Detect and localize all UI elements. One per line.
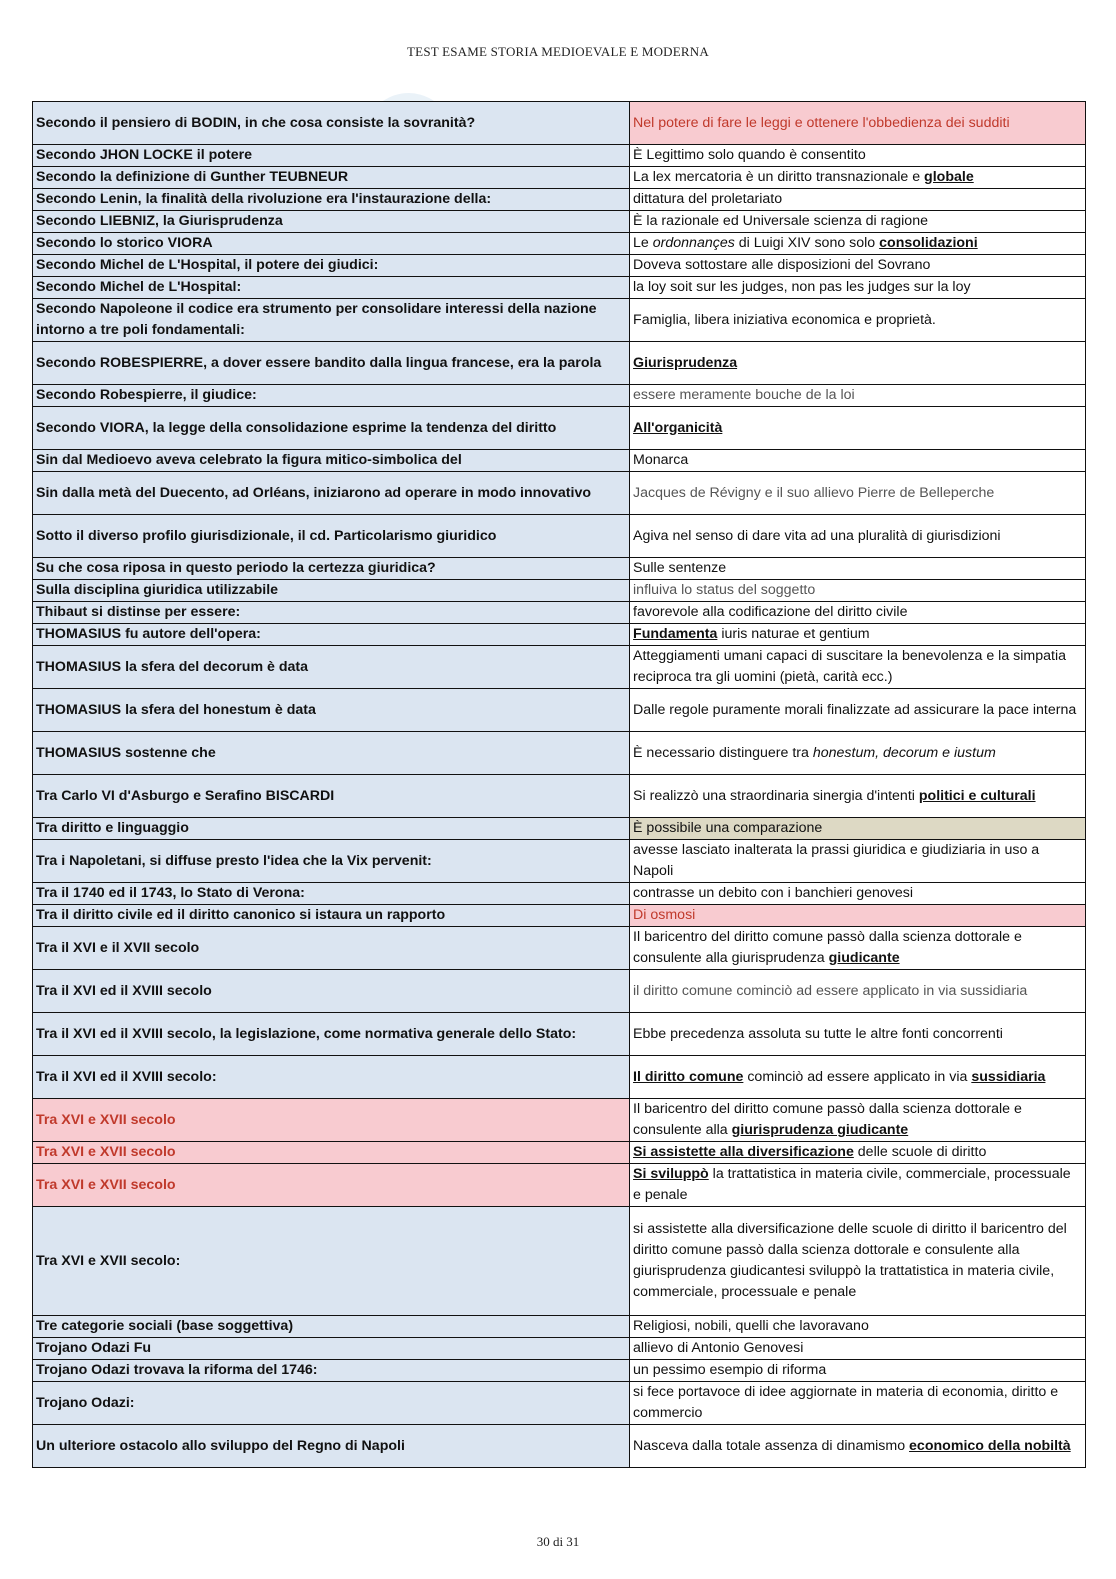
table-row <box>33 558 1086 580</box>
answer-cell: Il diritto comune cominciò ad essere applicato in via sussidiaria <box>630 1056 1086 1099</box>
answer-cell: si fece portavoce di idee aggiornate in materia di economia, diritto e commercio <box>630 1382 1086 1425</box>
table-row <box>33 515 1086 558</box>
table-row <box>33 299 1086 342</box>
question-cell: Su che cosa riposa in questo periodo la certezza giuridica? <box>33 558 630 580</box>
answer-cell: Doveva sottostare alle disposizioni del Sovrano <box>630 255 1086 277</box>
question-cell: Secondo ROBESPIERRE, a dover essere bandito dalla lingua francese, era la parola <box>33 342 630 385</box>
question-cell: Trojano Odazi Fu <box>33 1338 630 1360</box>
table-row <box>33 602 1086 624</box>
question-cell: THOMASIUS la sfera del honestum è data <box>33 689 630 732</box>
answer-cell: La lex mercatoria è un diritto transnazionale e globale <box>630 167 1086 189</box>
answer-cell: Di osmosi <box>630 905 1086 927</box>
table-row <box>33 1013 1086 1056</box>
question-cell: Tre categorie sociali (base soggettiva) <box>33 1316 630 1338</box>
answer-cell: Atteggiamenti umani capaci di suscitare la benevolenza e la simpatia reciproca tra gli uomini (pietà, carità ecc.) <box>630 646 1086 689</box>
table-row <box>33 732 1086 775</box>
table-row <box>33 689 1086 732</box>
table-row <box>33 450 1086 472</box>
question-cell: Tra Carlo VI d'Asburgo e Serafino BISCARDI <box>33 775 630 818</box>
question-cell: Secondo JHON LOCKE il potere <box>33 145 630 167</box>
question-cell: Un ulteriore ostacolo allo sviluppo del Regno di Napoli <box>33 1425 630 1468</box>
question-cell: Tra il 1740 ed il 1743, lo Stato di Verona: <box>33 883 630 905</box>
table-row <box>33 407 1086 450</box>
answer-cell: Nel potere di fare le leggi e ottenere l'obbedienza dei sudditi <box>630 102 1086 145</box>
question-cell: Tra i Napoletani, si diffuse presto l'idea che la Vix pervenit: <box>33 840 630 883</box>
page-header: TEST ESAME STORIA MEDIOEVALE E MODERNA <box>407 44 709 59</box>
answer-cell: Si sviluppò la trattatistica in materia civile, commerciale, processuale e penale <box>630 1164 1086 1207</box>
table-row <box>33 233 1086 255</box>
qa-table <box>32 101 1086 1468</box>
table-row <box>33 255 1086 277</box>
question-cell: Tra XVI e XVII secolo <box>33 1164 630 1207</box>
answer-cell: Sulle sentenze <box>630 558 1086 580</box>
answer-cell: Religiosi, nobili, quelli che lavoravano <box>630 1316 1086 1338</box>
answer-cell: Fundamenta iuris naturae et gentium <box>630 624 1086 646</box>
table-row <box>33 167 1086 189</box>
answer-cell: Le ordonnançes di Luigi XIV sono solo consolidazioni <box>630 233 1086 255</box>
table-row <box>33 1382 1086 1425</box>
answer-cell: Dalle regole puramente morali finalizzate ad assicurare la pace interna <box>630 689 1086 732</box>
answer-cell: È necessario distinguere tra honestum, decorum e iustum <box>630 732 1086 775</box>
table-row <box>33 775 1086 818</box>
table-row <box>33 883 1086 905</box>
answer-cell: Il baricentro del diritto comune passò dalla scienza dottorale e consulente alla giurisprudenza giudicante <box>630 1099 1086 1142</box>
answer-cell: È possibile una comparazione <box>630 818 1086 840</box>
question-cell: Tra il XVI e il XVII secolo <box>33 927 630 970</box>
question-cell: Tra XVI e XVII secolo: <box>33 1207 630 1316</box>
question-cell: Tra il XVI ed il XVIII secolo <box>33 970 630 1013</box>
answer-cell: avesse lasciato inalterata la prassi giuridica e giudiziaria in uso a Napoli <box>630 840 1086 883</box>
table-row <box>33 1316 1086 1338</box>
answer-cell: Giurisprudenza <box>630 342 1086 385</box>
question-cell: Sulla disciplina giuridica utilizzabile <box>33 580 630 602</box>
question-cell: Trojano Odazi: <box>33 1382 630 1425</box>
question-cell: Tra il XVI ed il XVIII secolo, la legislazione, come normativa generale dello Stato: <box>33 1013 630 1056</box>
answer-cell: contrasse un debito con i banchieri genovesi <box>630 883 1086 905</box>
question-cell: THOMASIUS sostenne che <box>33 732 630 775</box>
question-cell: Secondo Napoleone il codice era strumento per consolidare interessi della nazione intorno a tre poli fondamentali: <box>33 299 630 342</box>
table-row <box>33 385 1086 407</box>
table-row <box>33 818 1086 840</box>
answer-cell: Si assistette alla diversificazione delle scuole di diritto <box>630 1142 1086 1164</box>
table-row <box>33 342 1086 385</box>
question-cell: Secondo VIORA, la legge della consolidazione esprime la tendenza del diritto <box>33 407 630 450</box>
question-cell: Tra il XVI ed il XVIII secolo: <box>33 1056 630 1099</box>
table-row <box>33 927 1086 970</box>
table-row <box>33 624 1086 646</box>
table-row <box>33 1360 1086 1382</box>
answer-cell: Monarca <box>630 450 1086 472</box>
table-row <box>33 277 1086 299</box>
table-row <box>33 840 1086 883</box>
page-number: 30 di 31 <box>536 1534 580 1549</box>
table-row <box>33 472 1086 515</box>
question-cell: Tra diritto e linguaggio <box>33 818 630 840</box>
answer-cell: Jacques de Révigny e il suo allievo Pierre de Belleperche <box>630 472 1086 515</box>
question-cell: Secondo Michel de L'Hospital: <box>33 277 630 299</box>
question-cell: Sin dal Medioevo aveva celebrato la figura mitico-simbolica del <box>33 450 630 472</box>
answer-cell: Il baricentro del diritto comune passò dalla scienza dottorale e consulente alla giurisprudenza giudicante <box>630 927 1086 970</box>
answer-cell: la loy soit sur les judges, non pas les judges sur la loy <box>630 277 1086 299</box>
answer-cell: influiva lo status del soggetto <box>630 580 1086 602</box>
answer-cell: Si realizzò una straordinaria sinergia d'intenti politici e culturali <box>630 775 1086 818</box>
question-cell: THOMASIUS fu autore dell'opera: <box>33 624 630 646</box>
table-row <box>33 1207 1086 1316</box>
table-row <box>33 189 1086 211</box>
table-row <box>33 1338 1086 1360</box>
answer-cell: È la razionale ed Universale scienza di ragione <box>630 211 1086 233</box>
question-cell: Secondo Michel de L'Hospital, il potere dei giudici: <box>33 255 630 277</box>
table-row <box>33 102 1086 145</box>
question-cell: Sin dalla metà del Duecento, ad Orléans, iniziarono ad operare in modo innovativo <box>33 472 630 515</box>
answer-cell: allievo di Antonio Genovesi <box>630 1338 1086 1360</box>
table-row <box>33 580 1086 602</box>
table-row <box>33 1142 1086 1164</box>
answer-cell: si assistette alla diversificazione delle scuole di diritto il baricentro del diritto comune passò dalla scienza dottorale e consulente alla giurisprudenza giudicantesi sviluppò la trattatistica in materia civile, commerciale, processuale e penale <box>630 1207 1086 1316</box>
answer-cell: Ebbe precedenza assoluta su tutte le altre fonti concorrenti <box>630 1013 1086 1056</box>
question-cell: Thibaut si distinse per essere: <box>33 602 630 624</box>
table-row <box>33 1164 1086 1207</box>
answer-cell: favorevole alla codificazione del diritto civile <box>630 602 1086 624</box>
question-cell: Tra XVI e XVII secolo <box>33 1142 630 1164</box>
table-row <box>33 1056 1086 1099</box>
question-cell: Tra il diritto civile ed il diritto canonico si istaura un rapporto <box>33 905 630 927</box>
answer-cell: Nasceva dalla totale assenza di dinamismo economico della nobiltà <box>630 1425 1086 1468</box>
answer-cell: Famiglia, libera iniziativa economica e proprietà. <box>630 299 1086 342</box>
answer-cell: È Legittimo solo quando è consentito <box>630 145 1086 167</box>
question-cell: Sotto il diverso profilo giurisdizionale, il cd. Particolarismo giuridico <box>33 515 630 558</box>
question-cell: Secondo Robespierre, il giudice: <box>33 385 630 407</box>
table-row <box>33 211 1086 233</box>
question-cell: Trojano Odazi trovava la riforma del 1746: <box>33 1360 630 1382</box>
question-cell: Secondo Lenin, la finalità della rivoluzione era l'instaurazione della: <box>33 189 630 211</box>
question-cell: Secondo lo storico VIORA <box>33 233 630 255</box>
question-cell: Secondo LIEBNIZ, la Giurisprudenza <box>33 211 630 233</box>
answer-cell: Agiva nel senso di dare vita ad una pluralità di giurisdizioni <box>630 515 1086 558</box>
question-cell: Secondo la definizione di Gunther TEUBNEUR <box>33 167 630 189</box>
answer-cell: un pessimo esempio di riforma <box>630 1360 1086 1382</box>
table-row <box>33 905 1086 927</box>
table-row <box>33 1425 1086 1468</box>
answer-cell: essere meramente bouche de la loi <box>630 385 1086 407</box>
question-cell: Tra XVI e XVII secolo <box>33 1099 630 1142</box>
table-row <box>33 646 1086 689</box>
question-cell: Secondo il pensiero di BODIN, in che cosa consiste la sovranità? <box>33 102 630 145</box>
table-row <box>33 970 1086 1013</box>
question-cell: THOMASIUS la sfera del decorum è data <box>33 646 630 689</box>
table-row <box>33 1099 1086 1142</box>
table-row <box>33 145 1086 167</box>
answer-cell: dittatura del proletariato <box>630 189 1086 211</box>
answer-cell: il diritto comune cominciò ad essere applicato in via sussidiaria <box>630 970 1086 1013</box>
answer-cell: All'organicità <box>630 407 1086 450</box>
